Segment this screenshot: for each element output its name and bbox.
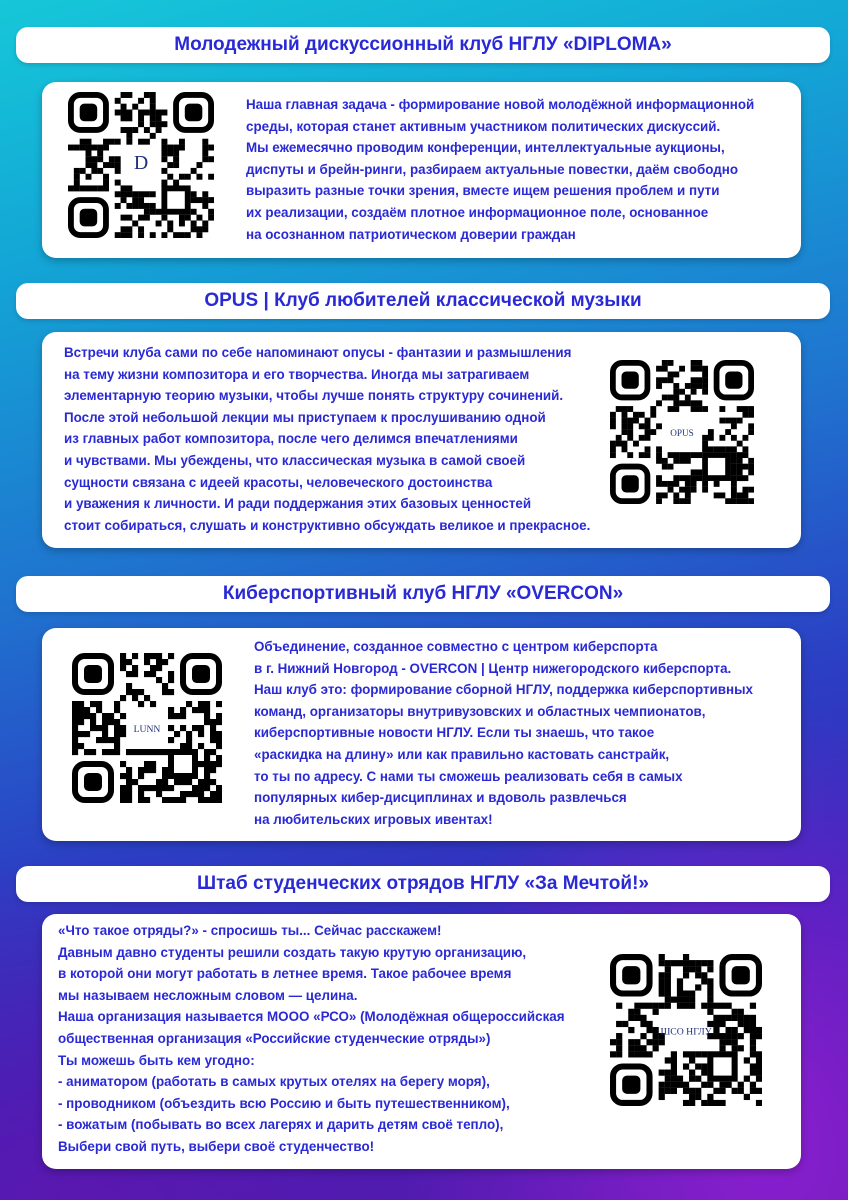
qr-logo: OPUS xyxy=(670,428,694,439)
card-diploma xyxy=(42,82,801,258)
text-line: и чувствами. Мы убеждены, что классическая музыка в самой своей xyxy=(64,452,526,468)
section-title-diploma: Молодежный дискуссионный клуб НГЛУ «DIPLOMA» xyxy=(16,27,830,63)
text-line: и уважения к личности. И ради поддержания этих базовых ценностей xyxy=(64,496,532,512)
description-diploma xyxy=(246,94,754,245)
text-line: Объединение, созданное совместно с центром киберспорта xyxy=(254,639,658,654)
section-title-opus: OPUS | Клуб любителей классической музыки xyxy=(16,283,830,319)
qr-code-diploma[interactable] xyxy=(68,92,214,238)
text-line: После этой небольшой лекции мы приступаем к прослушиванию одной xyxy=(64,409,546,425)
qr-logo: D xyxy=(133,152,149,175)
text-line: «раскидка на длину» или как правильно кастовать санстрайк, xyxy=(254,746,670,762)
text-line: на тему жизни композитора и его творчества. Иногда мы затрагиваем xyxy=(64,366,530,382)
text-line: из главных работ композитора, после чего делимся впечатлениями xyxy=(64,431,518,447)
text-line: Наш клуб это: формирование сборной НГЛУ, поддержка киберспортивных xyxy=(254,682,753,698)
qr-code-opus[interactable] xyxy=(610,360,754,504)
qr-finder-pattern xyxy=(71,200,106,235)
text-line: в которой они могут работать в летнее время. Такое рабочее время xyxy=(58,966,512,982)
qr-finder-pattern xyxy=(613,467,648,502)
text-line: - вожатым (побывать во всех лагерях и дарить детям своё тепло), xyxy=(58,1117,504,1133)
text-line: среды, которая станет активным участником политических дискуссий. xyxy=(246,118,721,134)
section-title-overcon: Киберспортивный клуб НГЛУ «OVERCON» xyxy=(16,576,830,612)
text-line: - аниматором (работать в самых крутых отелях на берегу моря), xyxy=(58,1074,490,1090)
qr-logo: LUNN xyxy=(133,724,161,736)
qr-finder-pattern xyxy=(613,363,648,398)
text-line: мы называем несложным словом — целина. xyxy=(58,987,358,1003)
card-za-mechtoy xyxy=(42,914,801,1169)
text-line: - проводником (объездить всю Россию и быть путешественником), xyxy=(58,1095,510,1111)
text-line: на осознанном патриотическом доверии граждан xyxy=(246,226,576,242)
qr-finder-pattern xyxy=(717,363,752,398)
text-line: популярных кибер-дисциплинах и вдоволь развлечься xyxy=(254,790,627,806)
qr-finder-pattern xyxy=(71,95,106,130)
text-line: Наша организация называется МООО «РСО» (Молодёжная общероссийская xyxy=(58,1009,565,1025)
text-line: Мы ежемесячно проводим конференции, интеллектуальные аукционы, xyxy=(246,140,725,156)
text-line: общественная организация «Российские студенческие отряды») xyxy=(58,1030,491,1046)
qr-finder-pattern xyxy=(722,957,758,993)
text-line: команд, организаторы внутривузовских и областных чемпионатов, xyxy=(254,703,706,719)
qr-code-za-mechtoy[interactable] xyxy=(610,954,762,1106)
qr-finder-pattern xyxy=(613,1066,649,1102)
text-line: Встречи клуба сами по себе напоминают опусы - фантазии и размышления xyxy=(64,345,572,360)
text-line: их реализации, создаём плотное информационное поле, основанное xyxy=(246,204,709,220)
text-line: Давным давно студенты решили создать такую крутую организацию, xyxy=(58,944,527,960)
text-line: Наша главная задача - формирование новой молодёжной информационной xyxy=(246,97,755,112)
text-line: на любительских игровых ивентах! xyxy=(254,811,493,827)
text-line: элементарную теорию музыки, чтобы лучше понять структуру сочинений. xyxy=(64,388,564,404)
description-overcon xyxy=(254,636,753,830)
text-line: в г. Нижний Новгород - OVERCON | Центр нижегородского киберспорта. xyxy=(254,660,732,676)
text-line: диспуты и брейн-ринги, разбираем актуальные повестки, даём свободно xyxy=(246,161,739,177)
qr-code-overcon[interactable] xyxy=(72,653,222,803)
card-opus xyxy=(42,332,801,548)
qr-finder-pattern xyxy=(75,656,111,692)
qr-finder-pattern xyxy=(613,957,649,993)
qr-logo: ШСО НГЛУ xyxy=(660,1026,712,1038)
card-overcon xyxy=(42,628,801,841)
text-line: стоит собираться, слушать и конструктивно обсуждать великое и прекрасное. xyxy=(64,517,591,533)
qr-finder-pattern xyxy=(176,95,211,130)
text-line: то ты по адресу. С нами ты сможешь реализовать себя в самых xyxy=(254,768,683,784)
text-line: «Что такое отряды?» - спросишь ты... Сейчас расскажем! xyxy=(58,923,442,938)
qr-finder-pattern xyxy=(183,656,219,692)
text-line: Выбери свой путь, выбери своё студенчество! xyxy=(58,1138,375,1154)
text-line: Ты можешь быть кем угодно: xyxy=(58,1052,255,1068)
text-line: сущности связана с идеей красоты, человеческого достоинства xyxy=(64,474,493,490)
section-title-za-mechtoy: Штаб студенческих отрядов НГЛУ «За Мечтой!» xyxy=(16,866,830,902)
description-opus xyxy=(64,342,590,536)
description-za-mechtoy xyxy=(58,920,565,1158)
qr-finder-pattern xyxy=(75,764,111,800)
text-line: киберспортивные новости НГЛУ. Если ты знаешь, что такое xyxy=(254,725,655,741)
text-line: выразить разные точки зрения, вместе ищем решения проблем и пути xyxy=(246,183,720,199)
